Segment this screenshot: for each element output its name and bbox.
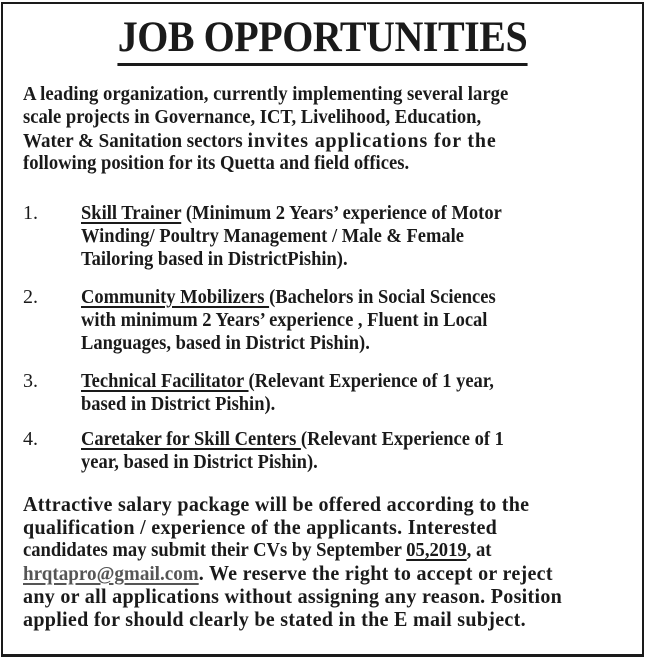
position-1-number: 1. bbox=[23, 202, 38, 224]
intro-line-3a: Water & Sanitation sectors bbox=[23, 130, 248, 152]
position-3-title: Technical Facilitator bbox=[81, 370, 249, 392]
closing-line-3-post: , at bbox=[466, 539, 492, 561]
position-4-line-2: year, based in District Pishin). bbox=[81, 451, 318, 473]
position-1 bbox=[81, 202, 637, 271]
position-3-number: 3. bbox=[23, 370, 38, 392]
position-4-line-1: (Relevant Experience of 1 bbox=[300, 428, 504, 450]
position-2 bbox=[81, 286, 637, 355]
position-1-title: Skill Trainer bbox=[81, 202, 182, 224]
position-3-line-1: (Relevant Experience of 1 year, bbox=[248, 370, 494, 392]
position-3-line-2: based in District Pishin). bbox=[81, 393, 276, 415]
position-2-line-1: (Bachelors in Social Sciences bbox=[269, 286, 496, 308]
closing-line-2: qualification / experience of the applicants. Interested bbox=[23, 515, 498, 539]
closing-line-5: any or all applications without assigning any reason. Position bbox=[23, 584, 563, 608]
closing-line-6: applied for should clearly be stated in the E mail subject. bbox=[23, 607, 526, 631]
position-2-title: Community Mobilizers bbox=[81, 286, 270, 308]
position-4-title: Caretaker for Skill Centers bbox=[81, 428, 301, 450]
intro-line-4: following position for its Quetta and field offices. bbox=[23, 152, 410, 174]
position-1-line-1: (Minimum 2 Years’ experience of Motor bbox=[181, 202, 502, 224]
position-2-line-3: Languages, based in District Pishin). bbox=[81, 332, 370, 354]
intro-line-3b: invites applications for the bbox=[247, 128, 497, 152]
intro-paragraph bbox=[23, 83, 637, 175]
intro-line-2: scale projects in Governance, ICT, Livelihood, Education, bbox=[23, 106, 482, 128]
position-1-line-2: Winding/ Poultry Management / Male & Female bbox=[81, 225, 464, 247]
ad-title-text: JOB OPPORTUNITIES bbox=[118, 15, 528, 66]
position-2-number: 2. bbox=[23, 286, 38, 308]
position-1-line-3: Tailoring based in DistrictPishin). bbox=[81, 248, 348, 270]
ad-title bbox=[25, 14, 619, 66]
deadline-date: 05,2019 bbox=[406, 539, 467, 561]
contact-email-link[interactable]: hrqtapro@gmail.com bbox=[23, 563, 199, 585]
job-ad-frame bbox=[1, 2, 644, 657]
position-2-line-2: with minimum 2 Years’ experience , Fluent in Local bbox=[81, 309, 488, 331]
intro-line-1: A leading organization, currently implementing several large bbox=[23, 83, 509, 105]
position-3 bbox=[81, 370, 637, 416]
closing-paragraph bbox=[23, 493, 637, 631]
closing-line-3-pre: candidates may submit their CVs by September bbox=[23, 539, 407, 561]
position-4-number: 4. bbox=[23, 428, 38, 450]
closing-line-1: Attractive salary package will be offered according to the bbox=[23, 492, 530, 516]
closing-line-4-post: . We reserve the right to accept or reject bbox=[198, 561, 553, 585]
position-4 bbox=[81, 428, 637, 474]
